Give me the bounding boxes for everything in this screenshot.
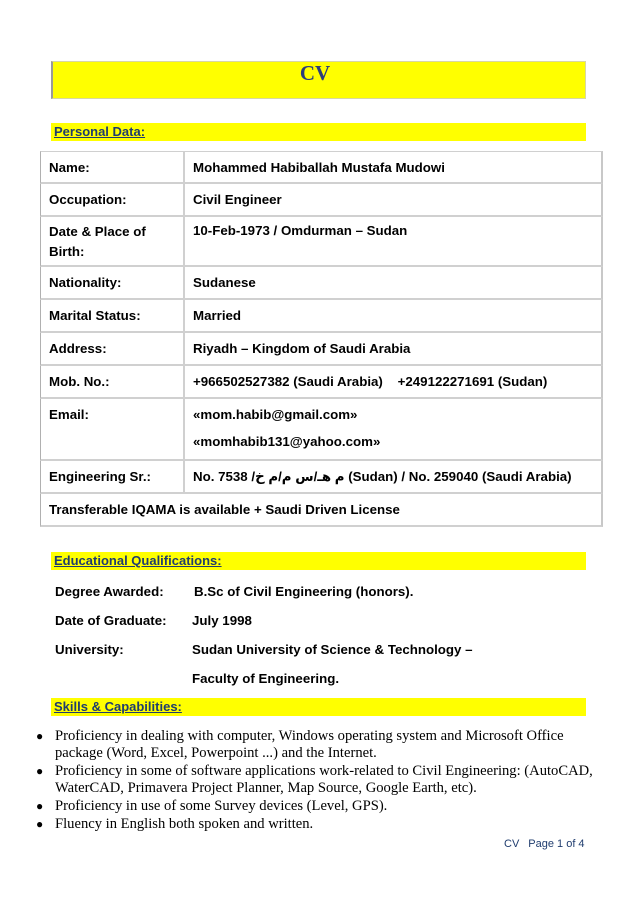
personal-data-heading bbox=[51, 123, 586, 141]
skills-heading bbox=[51, 698, 586, 716]
skills-list bbox=[36, 728, 596, 834]
table-row bbox=[40, 399, 603, 461]
faculty-value: Faculty of Engineering. bbox=[192, 671, 340, 686]
email-secondary: «momhabib131@yahoo.com» bbox=[193, 434, 381, 449]
table-row bbox=[40, 267, 603, 300]
education-heading bbox=[51, 552, 586, 570]
bullet-icon: ● bbox=[36, 764, 44, 778]
table-row bbox=[40, 333, 603, 366]
skills-heading-text: Skills & Capabilities: bbox=[54, 699, 182, 714]
page-footer bbox=[504, 838, 585, 850]
university-label: University: bbox=[55, 642, 124, 657]
marital-label: Marital Status: bbox=[40, 300, 185, 333]
footer-page-number: Page 1 of 4 bbox=[528, 838, 585, 850]
university-value: Sudan University of Science & Technology – bbox=[192, 642, 473, 657]
list-item bbox=[36, 728, 596, 762]
occupation-value: Civil Engineer bbox=[185, 184, 603, 217]
skill-text: Fluency in English both spoken and written. bbox=[55, 816, 314, 832]
list-item bbox=[36, 763, 596, 797]
dob-label: Date & Place of Birth: bbox=[40, 217, 185, 267]
dob-value: 10-Feb-1973 / Omdurman – Sudan bbox=[185, 217, 603, 267]
table-row bbox=[40, 494, 603, 527]
email-primary: «mom.habib@gmail.com» bbox=[193, 407, 358, 422]
list-item bbox=[36, 798, 596, 815]
table-row bbox=[40, 151, 603, 184]
mobile-value: +966502527382 (Saudi Arabia) +249122271691 (Sudan) bbox=[185, 366, 603, 399]
email-value bbox=[185, 399, 603, 461]
occupation-label: Occupation: bbox=[40, 184, 185, 217]
list-item bbox=[36, 816, 596, 833]
personal-data-heading-text: Personal Data: bbox=[54, 124, 146, 139]
graduate-label: Date of Graduate: bbox=[55, 613, 167, 628]
education-heading-text: Educational Qualifications: bbox=[54, 553, 222, 568]
table-row bbox=[40, 217, 603, 267]
degree-value: B.Sc of Civil Engineering (honors). bbox=[194, 584, 414, 599]
email-label: Email: bbox=[40, 399, 185, 461]
address-label: Address: bbox=[40, 333, 185, 366]
iqama-note: Transferable IQAMA is available + Saudi Driven License bbox=[40, 494, 603, 527]
graduate-value: July 1998 bbox=[192, 613, 252, 628]
degree-label: Degree Awarded: bbox=[55, 584, 164, 599]
engineering-value: No. 7538 /م هـ/س م/م خ (Sudan) / No. 259040 (Saudi Arabia) bbox=[185, 461, 603, 494]
page-title: CV bbox=[299, 60, 331, 85]
address-value: Riyadh – Kingdom of Saudi Arabia bbox=[185, 333, 603, 366]
bullet-icon: ● bbox=[36, 817, 44, 831]
nationality-value: Sudanese bbox=[185, 267, 603, 300]
engineering-label: Engineering Sr.: bbox=[40, 461, 185, 494]
bullet-icon: ● bbox=[36, 799, 44, 813]
skill-text: Proficiency in some of software applications work-related to Civil Engineering: (AutoCAD, WaterCAD, Primavera Project Planner, Map Source, Google Earth, etc). bbox=[55, 763, 593, 796]
table-row bbox=[40, 300, 603, 333]
mobile-label: Mob. No.: bbox=[40, 366, 185, 399]
personal-data-table bbox=[40, 151, 603, 527]
nationality-label: Nationality: bbox=[40, 267, 185, 300]
skill-text: Proficiency in use of some Survey devices (Level, GPS). bbox=[55, 798, 388, 814]
cv-title-bar bbox=[51, 61, 586, 99]
name-value: Mohammed Habiballah Mustafa Mudowi bbox=[185, 151, 603, 184]
table-row bbox=[40, 366, 603, 399]
marital-value: Married bbox=[185, 300, 603, 333]
bullet-icon: ● bbox=[36, 729, 44, 743]
footer-doc-name: CV bbox=[504, 838, 520, 850]
skill-text: Proficiency in dealing with computer, Windows operating system and Microsoft Office package (Word, Excel, Powerpoint ...) and the Internet. bbox=[55, 728, 564, 761]
table-row bbox=[40, 461, 603, 494]
table-row bbox=[40, 184, 603, 217]
name-label: Name: bbox=[40, 151, 185, 184]
